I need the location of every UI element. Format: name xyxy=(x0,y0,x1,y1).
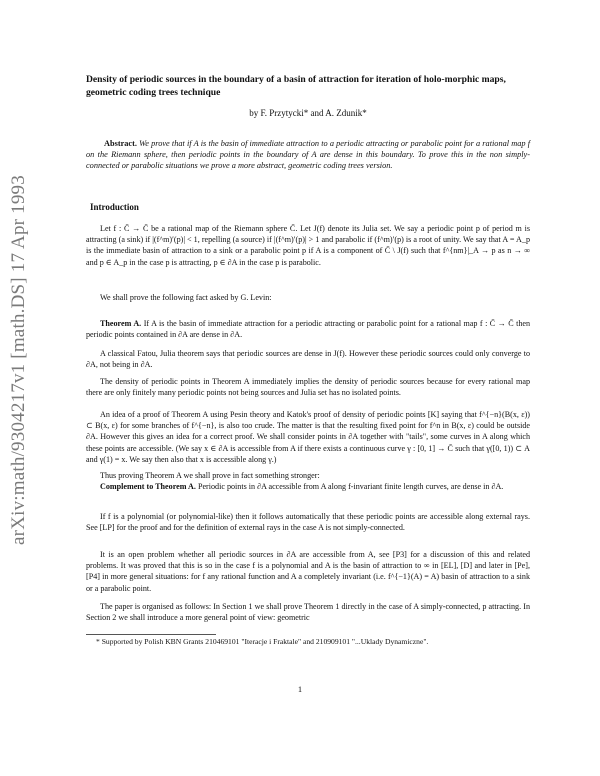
paragraph-2-text: We shall prove the following fact asked by G. Levin: xyxy=(100,293,272,302)
abstract-text: We prove that if A is the basin of immediate attraction to a periodic attracting or parabolic point for a rational map f on the Riemann sphere, then periodic points in the boundary of A are dense in this boundary. To prove this in the non simply-connected or parabolic situations we prove a more abstract, geometric coding trees version. xyxy=(86,139,531,171)
theorem-a-text: If A is the basin of immediate attraction for a periodic attracting or parabolic point for a rational map f : C̄ → C̄ then periodic points contained in ∂A are dense in ∂A. xyxy=(86,319,531,340)
arxiv-sidebar xyxy=(4,160,34,560)
paper-authors: by F. Przytycki* and A. Zdunik* xyxy=(249,108,367,118)
paragraph-7-text: Thus proving Theorem A we shall prove in fact something stronger: xyxy=(100,471,320,480)
paragraph-6 xyxy=(86,409,530,465)
complement-label: Complement to Theorem A. xyxy=(100,482,196,491)
paragraph-4 xyxy=(86,348,530,370)
abstract xyxy=(86,138,530,172)
paragraph-7 xyxy=(86,470,530,481)
paragraph-4-text: A classical Fatou, Julia theorem says that periodic sources are dense in J(f). However these periodic sources could only converge to ∂A, not being in ∂A. xyxy=(86,349,530,370)
paragraph-6-text: An idea of a proof of Theorem A using Pesin theory and Katok's proof of density of periodic points [K] saying that f^{−n}(B(x, ε)) ⊂ B(x, ε) for some branches of f^{−n}, is also too crude. The matter is that the resulting fixed point for f^n in B(x, ε) could be outside ∂A. However this gives an idea for a correct proof. We shall consider points in ∂A together with "tails", some curves in A along which these points are accessible. (We say x ∈ ∂A is accessible from A if there exists a continuous curve γ : [0, 1] → C̄ such that γ([0, 1)) ⊂ A and γ(1) = x. We say then also that x is accessible along γ.) xyxy=(86,410,530,464)
theorem-a xyxy=(86,318,530,340)
page-number: 1 xyxy=(297,684,303,694)
paragraph-1-text: Let f : C̄ → C̄ be a rational map of the Riemann sphere C̄. Let J(f) denote its Julia set. We say a periodic point p of period m is attracting (a sink) if |(f^m)′(p)| < 1, repelling (a source) if |(f^m)′(p)| > 1 and parabolic if (f^m)′(p) is a root of unity. We say that A = A_p is the immediate basin of attraction to a sink or a parabolic point p if A is a component of C̄ \ J(f) such that f^{nm}|_A → p as n → ∞ and p ∈ A_p in the case p is attracting, p ∈ ∂A in the case p is parabolic. xyxy=(86,224,530,267)
paragraph-5 xyxy=(86,376,530,398)
footnote: * Supported by Polish KBN Grants 210469101 "Iteracje i Fraktale" and 210909101 "...Uklady Dynamiczne". xyxy=(96,637,429,646)
paragraph-9-text: If f is a polynomial (or polynomial-like) then it follows automatically that these periodic points are accessible along external rays. See [LP] for the proof and for the definition of external rays in the case A is not simply-connected. xyxy=(86,512,530,533)
paragraph-10 xyxy=(86,549,530,594)
section-heading-introduction: Introduction xyxy=(90,202,139,212)
complement-text: Periodic points in ∂A accessible from A along f-invariant finite length curves, are dense in ∂A. xyxy=(197,482,504,491)
paragraph-2 xyxy=(86,292,530,303)
theorem-a-label: Theorem A. xyxy=(100,319,142,328)
paragraph-1 xyxy=(86,223,530,268)
abstract-label: Abstract. xyxy=(104,139,137,148)
paragraph-9 xyxy=(86,511,530,533)
arxiv-identifier: arXiv:math/9304217v1 [math.DS] 17 Apr 1993 xyxy=(8,175,29,545)
paper-title: Density of periodic sources in the boundary of a basin of attraction for iteration of holo-morphic maps, geometric coding trees technique xyxy=(86,74,506,98)
paragraph-11-text: The paper is organised as follows: In Section 1 we shall prove Theorem 1 directly in the case of A simply-connected, p attracting. In Section 2 we shall introduce a more general point of view: geometric xyxy=(86,602,530,623)
footnote-rule xyxy=(86,634,216,635)
paragraph-10-text: It is an open problem whether all periodic sources in ∂A are accessible from A, see [P3] for a discussion of this and related problems. It was proved that this is so in the case f is a polynomial and A is the basin of attraction to ∞ in [EL], [D] and later in [Pe], [P4] in more general situations: for f any rational function and A a completely invariant (i.e. f^{−1}(A) = A) basin of attraction to a sink or a parabolic point. xyxy=(86,550,530,593)
complement-theorem-a xyxy=(86,481,530,492)
paragraph-11 xyxy=(86,601,530,623)
paragraph-5-text: The density of periodic points in Theorem A immediately implies the density of periodic sources because for every rational map there are only finitely many periodic points not being sources and Julia set has no isolated points. xyxy=(86,377,530,398)
